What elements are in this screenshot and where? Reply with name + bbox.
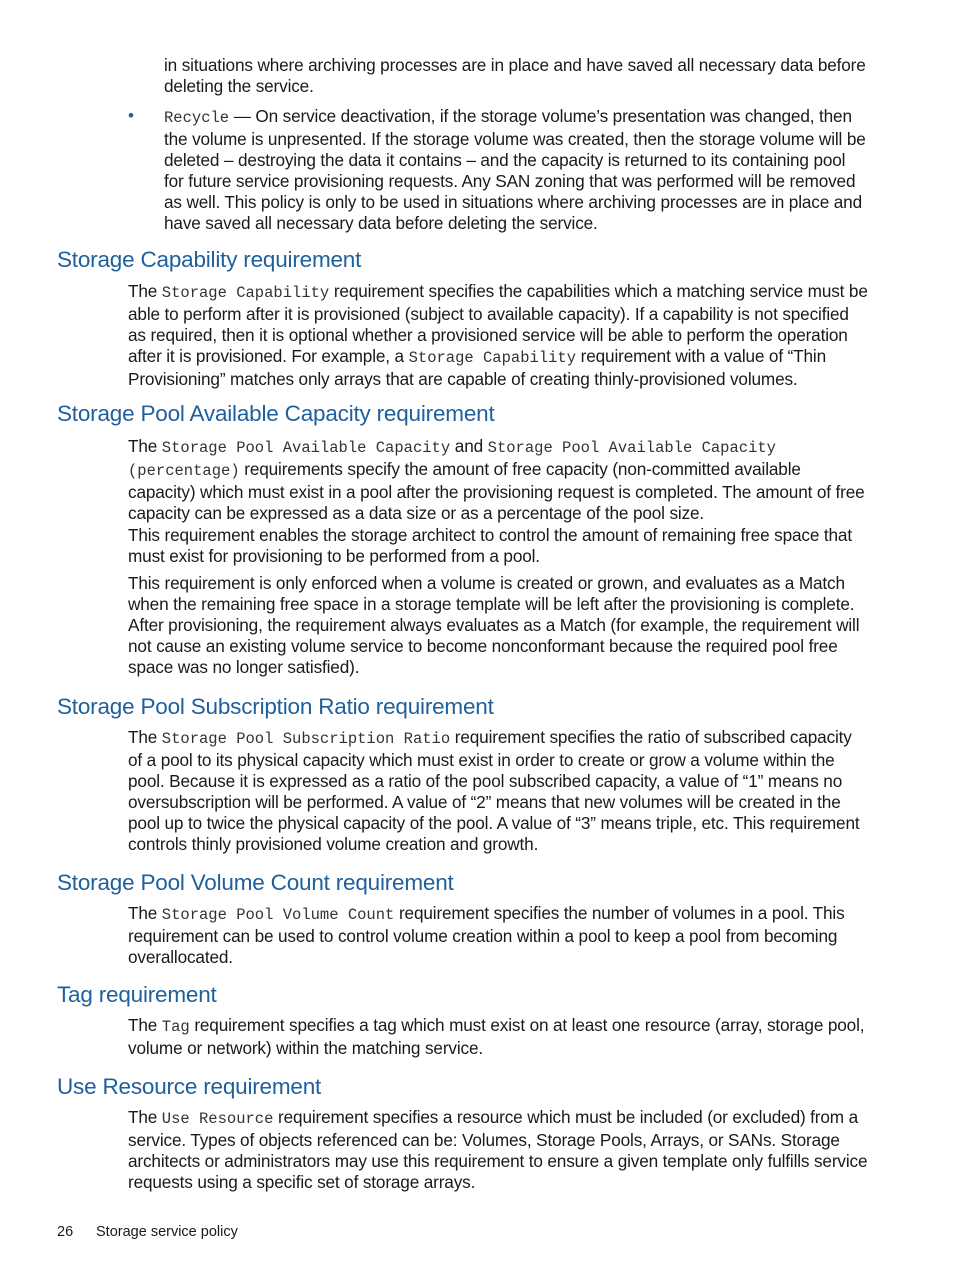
- code-subscription-ratio: Storage Pool Subscription Ratio: [161, 730, 451, 748]
- continuation-paragraph: in situations where archiving processes are in place and have saved all necessary data before deleting the service.: [164, 55, 866, 96]
- available-capacity-paragraph-3: This requirement is only enforced when a volume is created or grown, and evaluates as a Match when the remaining free space in a storage template will be left after the provisioning is complete. After provisioning, the requirement always evaluates as a Match (for example, the requirement will not cause an existing volume service to become nonconformant because the required pool free space was no longer satisfied).: [128, 573, 860, 677]
- heading-storage-capability: Storage Capability requirement: [57, 247, 362, 272]
- code-available-capacity-percentage: Storage Pool Available Capacity (percentage): [128, 439, 776, 480]
- tag-paragraph: The Tag requirement specifies a tag which must exist on at least one resource (array, storage pool, volume or network) within the matching service.: [128, 1015, 865, 1058]
- heading-tag: Tag requirement: [57, 982, 217, 1007]
- footer-section-title: Storage service policy: [96, 1224, 238, 1240]
- code-storage-capability: Storage Capability: [161, 284, 330, 302]
- code-storage-capability: Storage Capability: [408, 349, 577, 367]
- storage-capability-paragraph: The Storage Capability requirement specifies the capabilities which a matching service must be able to perform after it is provisioned (subject to available capacity). If a capability is not specified as required, then it is optional whether a provisioned service will be able to perform the operation after it is provisioned. For example, a Storage Capability requirement with a value of “Thin Provisioning” matches only arrays that are capable of creating thinly-provisioned volumes.: [128, 281, 868, 389]
- heading-volume-count: Storage Pool Volume Count requirement: [57, 870, 454, 895]
- use-resource-paragraph: The Use Resource requirement specifies a resource which must be included (or excluded) from a service. Types of objects referenced can be: Volumes, Storage Pools, Arrays, or SANs. Storage architects or administrators may use this requirement to ensure a given template only fulfills service requests using a specific set of storage arrays.: [128, 1107, 868, 1192]
- volume-count-paragraph: The Storage Pool Volume Count requirement specifies the number of volumes in a pool. This requirement can be used to control volume creation within a pool to keep a pool from becoming overallocated.: [128, 903, 845, 967]
- code-available-capacity: Storage Pool Available Capacity: [161, 439, 451, 457]
- bullet-marker: •: [128, 106, 134, 125]
- recycle-bullet-paragraph: Recycle — On service deactivation, if the storage volume’s presentation was changed, then the volume is unpresented. If the storage volume was created, then the storage volume will be deleted – destroying the data it contains – and the capacity is returned to its containing pool for future service provisioning requests. Any SAN zoning that was performed will be removed as well. This policy is only to be used in situations where archiving processes are in place and have saved all necessary data before deleting the service.: [164, 106, 866, 233]
- available-capacity-paragraph-2: This requirement enables the storage architect to control the amount of remaining free space that must exist for provisioning to be performed from a pool.: [128, 525, 852, 566]
- code-recycle: Recycle: [164, 109, 230, 127]
- code-tag: Tag: [161, 1018, 190, 1036]
- subscription-ratio-paragraph: The Storage Pool Subscription Ratio requirement specifies the ratio of subscribed capacity of a pool to its physical capacity which must exist in order to create or grow a volume within the pool. Because it is expressed as a ratio of the pool subscribed capacity, a value of “1” means no oversubscription will be performed. A value of “2” means that new volumes will be created in the pool up to twice the physical capacity of the pool. A value of “3” means triple, etc. This requirement controls thinly provisioned volume creation and growth.: [128, 727, 860, 854]
- available-capacity-paragraph-1: The Storage Pool Available Capacity and Storage Pool Available Capacity (percentage) requirements specify the amount of free capacity (non-committed available capacity) which must exist in a pool after the provisioning request is completed. The amount of free capacity can be expressed as a data size or as a percentage of the pool size.: [128, 436, 865, 523]
- heading-available-capacity: Storage Pool Available Capacity requirement: [57, 401, 495, 426]
- code-use-resource: Use Resource: [161, 1110, 274, 1128]
- heading-use-resource: Use Resource requirement: [57, 1074, 322, 1099]
- code-volume-count: Storage Pool Volume Count: [161, 906, 395, 924]
- page-number: 26: [57, 1224, 74, 1240]
- heading-subscription-ratio: Storage Pool Subscription Ratio requirement: [57, 694, 494, 719]
